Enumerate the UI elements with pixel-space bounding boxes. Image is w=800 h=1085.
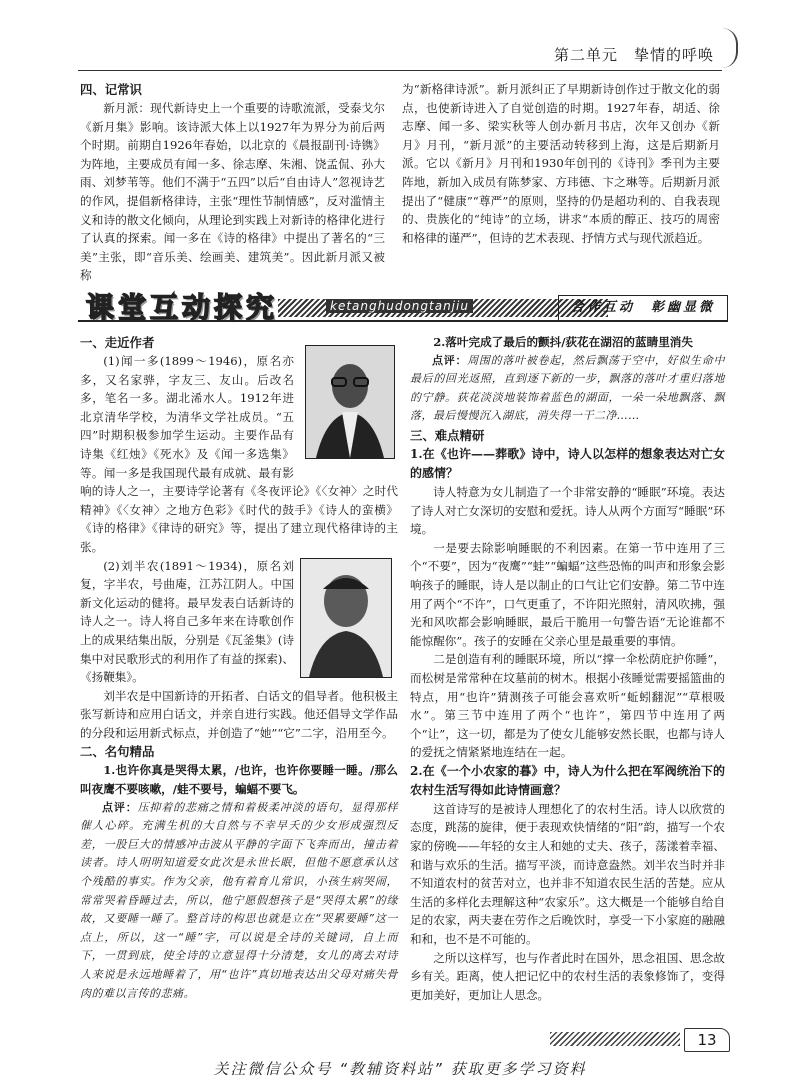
section-heading-quotes: 二、名句精品 bbox=[80, 744, 155, 760]
answer-2-part2: 之所以这样写，也与作者此时在国外，思念祖国、思念故乡有关。距离，使人把记忆中的农村生活的表象修饰了，变得更加美好，更加让人思念。 bbox=[410, 950, 725, 1002]
knowledge-section bbox=[80, 80, 385, 285]
author-liu-bannong-note: 刘半农是中国新诗的开拓者、白话文的倡导者。他积极主张写新诗和应用白话文，并亲自进行实践。他还倡导文学作品的分段和运用新式标点，并创造了“她”“它”二字，沿用至今。 bbox=[80, 688, 398, 740]
comment-1: 点评：压抑着的悲痛之情和着极柔冲淡的语句，显得那样催人心碎。充满生机的大自然与不幸早夭的少女形成强烈反差，一股巨大的情感冲击波从平静的字面下飞奔而出，撞击着读者。诗人明明知道爱女此次是永世长眠，但他不愿意承认这个残酷的事实。作为父亲，他有着育儿常识，小孩生病哭闹，常常哭着昏睡过去，所以，他宁愿假想孩子是“哭得太累”的缘故，又要睡一睡了。整首诗的构思也就是立在“哭累要睡”这一点上，所以，这一“睡”字，可以说是全诗的关键词，自上而下，一贯到底，使全诗的立意显得十分清楚，女儿的离去对诗人来说是永远地睡着了，用“也许”真切地表达出父母对痛失骨肉的难以言传的悲痛。 bbox=[80, 800, 398, 1000]
author-wen-yiduo: (1)闻一多(1899～1946)，原名亦多，又名家骅，字友三、友山。后改名多，笔名一多。湖北浠水人。1912年进北京清华学校，为清华文学社成员。“五四”时期积极参加学生运动。主要作品有诗集《红烛》《死水》及《闻一多选集》等。闻一多是我国现代最有成就、最有影响的诗人之一，主要诗学论著有《冬夜评论》《〈女神〉之时代精神》《〈女神〉之地方色彩》《时代的鼓手》《诗人的蛮横》《诗的格律》《律诗的研究》等，提出了建立现代格律诗的主张。 bbox=[80, 354, 398, 554]
paragraph: 新月派：现代新诗史上一个重要的诗歌流派，受泰戈尔《新月集》影响。该诗派大体上以1927年为界分为前后两个时期。前期自1926年春始，以北京的《晨报副刊·诗镌》为阵地，主要成员有闻一多、徐志摩、朱湘、饶孟侃、孙大雨、刘梦苇等。他们不满于“五四”以后“自由诗人”忽视诗艺的作风，提倡新格律诗，主张“理性节制情感”，反对滥情主义和诗的散文化倾向，从理论到实践上对新诗的格律化进行了认真的探索。闻一多在《诗的格律》中提出了著名的“三美”主张，即“音乐美、绘画美、建筑美”。因此新月派又被称 bbox=[80, 101, 385, 283]
banner-tag: 合作互动 彰幽显微 bbox=[558, 295, 728, 321]
page-number-hatch bbox=[550, 1032, 680, 1046]
header-ornament bbox=[722, 28, 738, 68]
section-banner bbox=[78, 290, 728, 322]
answer-2-part1: 这首诗写的是被诗人理想化了的农村生活。诗人以欣赏的态度，跳荡的旋律，便于表现欢快情绪的“阳”韵，描写一个农家的傍晚——年轻的女主人和她的丈夫、孩子，荡漾着幸福、和谐与欢乐的生活。描写平淡，而诗意盎然。刘半农当时并非不知道农村的贫苦对立，也并非不知道农民生活的苦楚。应从生活的多样化去理解这种“农家乐”。这大概是一个能够自给自足的农家，两夫妻在劳作之后晚饮时，享受一下小家庭的融融和和，也不是不可能的。 bbox=[410, 801, 725, 947]
quote-2: 2.落叶完成了最后的颤抖/荻花在湖沼的蓝睛里消失 bbox=[433, 335, 693, 349]
page-number: 13 bbox=[684, 1028, 730, 1052]
header-rule bbox=[78, 70, 722, 71]
banner-pinyin: ketanghudongtanjiu bbox=[326, 299, 473, 313]
knowledge-section-continued bbox=[402, 80, 720, 247]
page-number-box bbox=[550, 1028, 730, 1052]
answer-1-part1: 一是要去除影响睡眠的不利因素。在第一节中连用了三个“不要”，因为“夜鹰”“蛙”“蝙蝠”这些恐怖的叫声和形象会影响孩子的睡眠，诗人是以制止的口气让它们安静。第二节中连用了两个“不许”，口气更重了，不许阳光照射，清风吹拂，强光和风吹都会影响睡眠，最后干脆用一句警告语“无论谁都不能惊醒你”。孩子的安睡在父亲心里是最重要的事情。 bbox=[410, 540, 725, 648]
right-column bbox=[410, 333, 725, 1004]
left-column bbox=[80, 333, 398, 1003]
page-header bbox=[0, 0, 800, 70]
banner-title: 课堂互动探究 bbox=[86, 291, 279, 324]
banner-rule bbox=[78, 320, 728, 322]
section-heading-difficulties: 三、难点精研 bbox=[410, 427, 485, 443]
answer-1-part2: 二是创造有利的睡眠环境，所以“撑一伞松荫庇护你睡”，而松树是常常种在坟墓前的树木。根据小孩睡觉需要摇篮曲的特点，用“也许”猜测孩子可能会喜欢听“蚯蚓翻泥”“草根吸水”。第三节中连用了两个“也许”，第四节中连用了两个“让”，这一切，都是为了使女儿能够安然长眠，也都与诗人的爱抚之情紧紧地连结在一起。 bbox=[410, 652, 725, 760]
section-heading: 四、记常识 bbox=[80, 82, 142, 97]
unit-title: 第二单元 挚情的呼唤 bbox=[553, 46, 714, 64]
section-heading-authors: 一、走近作者 bbox=[80, 335, 155, 350]
footer-note: 关注微信公众号 “教辅资料站” 获取更多学习资料 bbox=[213, 1060, 587, 1078]
question-1: 1.在《也许——葬歌》诗中，诗人以怎样的想象表达对亡女的感情？ bbox=[410, 446, 725, 480]
answer-1-intro: 诗人特意为女儿制造了一个非常安静的“睡眠”环境。表达了诗人对亡女深切的安慰和爱抚。诗人从两个方面写“睡眠”环境。 bbox=[410, 484, 725, 537]
paragraph: 为“新格律诗派”。新月派纠正了早期新诗创作过于散文化的弱点，也使新诗进入了自觉创造的时期。1927年春，胡适、徐志摩、闻一多、梁实秋等人创办新月书店，次年又创办《新月》月刊，“新月派”的主要活动转移到上海，这是后期新月派。它以《新月》月刊和1930年创刊的《诗刊》季刊为主要阵地，新加入成员有陈梦家、方玮德、卞之琳等。后期新月派提出了“健康”“尊严”的原则，坚持的仍是超功利的、自我表现的、贵族化的“纯诗”的立场，讲求“本质的醇正、技巧的周密和格律的谨严”，但诗的艺术表现、抒情方式与现代派趋近。 bbox=[402, 82, 720, 245]
comment-2: 点评：周围的落叶被卷起，然后飘荡于空中，好似生命中最后的回光返照，直到逐下新的一步，飘落的落叶才重归落地的宁静。荻花淡淡地装饰着蓝色的湖面，一朵一朵地飘落、飘落，最后慢慢沉入湖底，消失得一干二净…… bbox=[410, 353, 725, 423]
question-2: 2.在《一个小农家的暮》中，诗人为什么把在军阀统治下的农村生活写得如此诗情画意？ bbox=[410, 763, 725, 797]
quote-1: 1.也许你真是哭得太累，/也许，也许你要睡一睡。/那么叫夜鹰不要咳嗽，/蛙不要号，蝙蝠不要飞。 bbox=[80, 763, 398, 797]
author-liu-bannong: (2)刘半农(1891～1934)，原名刘复，字半农，号曲庵，江苏江阴人。中国新文化运动的健将。最早发表白话新诗的诗人之一。诗人将自己多年来在诗歌创作上的成果结集出版，分别是《瓦釜集》(诗集中对民歌形式的利用作了有益的探索)、《扬鞭集》。 bbox=[80, 558, 294, 685]
